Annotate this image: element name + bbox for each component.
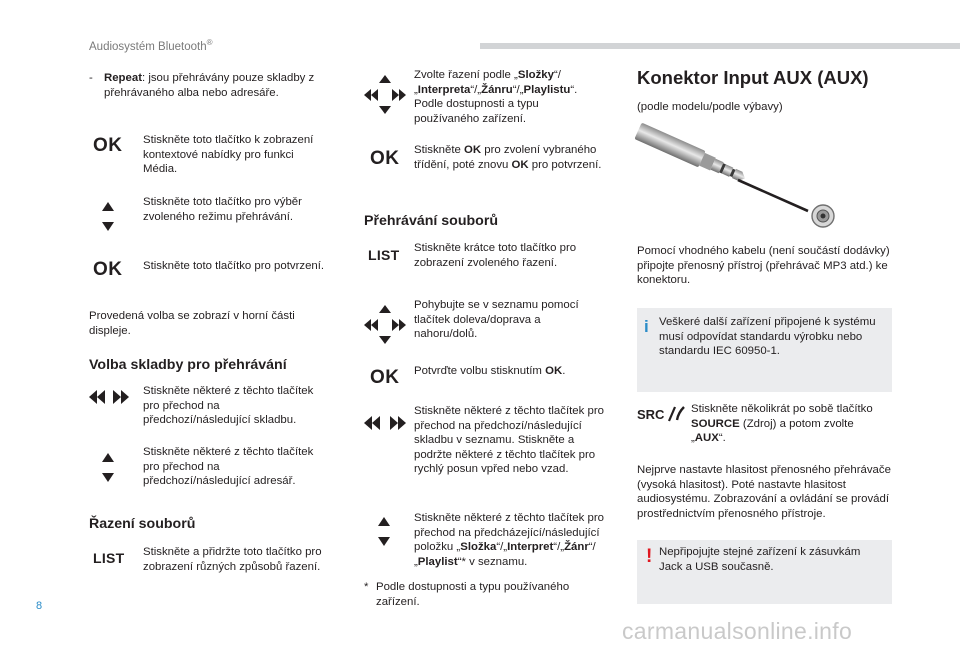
warning-note-text: Nepřipojujte stejné zařízení k zásuvkám Jack a USB současně.	[659, 546, 861, 573]
header-registered: ®	[206, 38, 213, 47]
ok-sort-text: Stiskněte OK pro zvolení vybraného třídění, poté znovu OK pro potvrzení.	[414, 144, 602, 171]
src-slash-phone-icon	[666, 404, 686, 424]
repeat-text: Repeat: jsou přehrávány pouze skladby z přehrávaného alba nebo adresáře.	[104, 72, 315, 99]
watermark: carmanualsonline.info	[622, 618, 853, 644]
warning-note	[637, 540, 892, 604]
four-way-arrows-icon	[364, 75, 406, 115]
footnote-star: *	[364, 581, 369, 593]
track-nav-text: Stiskněte některé z těchto tlačítek pro přechod na předchozí/následující skladbu.	[143, 385, 314, 427]
heading-aux: Konektor Input AUX (AUX)	[637, 67, 869, 88]
ok-confirm-text: Stiskněte toto tlačítko pro potvrzení.	[143, 260, 325, 272]
info-note	[637, 308, 892, 392]
volume-text: Nejprve nastavte hlasitost přenosného přehrávače (vysoká hlasitost). Poté nastavte hlasitost audiosystému. Zobrazování a ovládání se provádí prostřednictvím přenosného přístroje.	[637, 464, 891, 520]
aux-subtitle: (podle modelu/podle výbavy)	[637, 101, 783, 113]
list-short-icon: LIST	[368, 247, 400, 263]
item-nav-text: Stiskněte některé z těchto tlačítek pro přechod na předcházející/následující položku „Složka“/„Interpret“/„Žánr“/„Playlist“* v seznamu.	[414, 512, 604, 568]
folder-nav-text: Stiskněte některé z těchto tlačítek pro přechod na předchozí/následující adresář.	[143, 446, 314, 488]
ok-sort-icon: OK	[370, 148, 400, 169]
prev-next-arrows-icon	[89, 390, 129, 404]
item-up-down-arrows-icon	[377, 517, 391, 547]
confirm-play-text: Potvrďte volbu stisknutím OK.	[414, 365, 566, 377]
heading-track-select: Volba skladby pro přehrávání	[89, 357, 287, 373]
list-short-text: Stiskněte krátce toto tlačítko pro zobrazení zvoleného řazení.	[414, 242, 577, 269]
display-info-text: Provedená volba se zobrazí v horní části displeje.	[89, 310, 295, 337]
list-track-nav-text: Stiskněte některé z těchto tlačítek pro přechod na předchozí/následující skladbu v seznamu. Stiskněte a podržte některé z těchto tlačítek pro rychlý posun vpřed nebo vzad.	[414, 405, 604, 476]
page-number: 8	[36, 600, 43, 612]
heading-file-sort: Řazení souborů	[89, 516, 196, 532]
jack-plug-illustration-icon	[638, 118, 843, 230]
sort-by-text: Zvolte řazení podle „Složky“/„Interpreta“/„Žánru“/„Playlistu“. Podle dostupnosti a typu používaného zařízení.	[414, 69, 578, 125]
ok-context-text: Stiskněte toto tlačítko k zobrazení kontextové nabídky pro funkci Média.	[143, 134, 314, 176]
ok-confirm-icon: OK	[93, 259, 123, 280]
repeat-dash: -	[89, 72, 93, 84]
list-button-icon: LIST	[93, 550, 125, 566]
four-way-move-arrows-icon	[364, 305, 406, 345]
list-move-text: Pohybujte se v seznamu pomocí tlačítek doleva/doprava a nahoru/dolů.	[414, 299, 579, 341]
src-button-icon: SRC	[637, 407, 665, 422]
cable-text: Pomocí vhodného kabelu (není součástí dodávky) připojte přenosný přístroj (přehrávač MP3 atd.) ke konektoru.	[637, 245, 890, 287]
ok-button-icon: OK	[93, 135, 123, 156]
info-icon: i	[644, 317, 649, 336]
list-hold-text: Stiskněte a přidržte toto tlačítko pro zobrazení různých způsobů řazení.	[143, 546, 322, 573]
footnote-text: Podle dostupnosti a typu používaného zařízení.	[376, 581, 570, 608]
warning-exclamation-icon: !	[646, 546, 653, 567]
header-title: Audiosystém Bluetooth®	[89, 38, 213, 53]
src-text: Stiskněte několikrát po sobě tlačítko SOURCE (Zdroj) a potom zvolte „AUX“.	[691, 403, 873, 445]
up-down-arrows-icon	[101, 202, 115, 232]
folder-up-down-arrows-icon	[101, 453, 115, 483]
mode-select-text: Stiskněte toto tlačítko pro výběr zvoleného režimu přehrávání.	[143, 196, 302, 223]
track-prev-next-arrows-icon	[364, 416, 406, 430]
heading-file-playback: Přehrávání souborů	[364, 213, 499, 229]
info-note-text: Veškeré další zařízení připojené k systému musí odpovídat standardu výrobku nebo standardu IEC 60950-1.	[659, 316, 876, 358]
header-bar	[480, 43, 960, 49]
ok-play-icon: OK	[370, 367, 400, 388]
